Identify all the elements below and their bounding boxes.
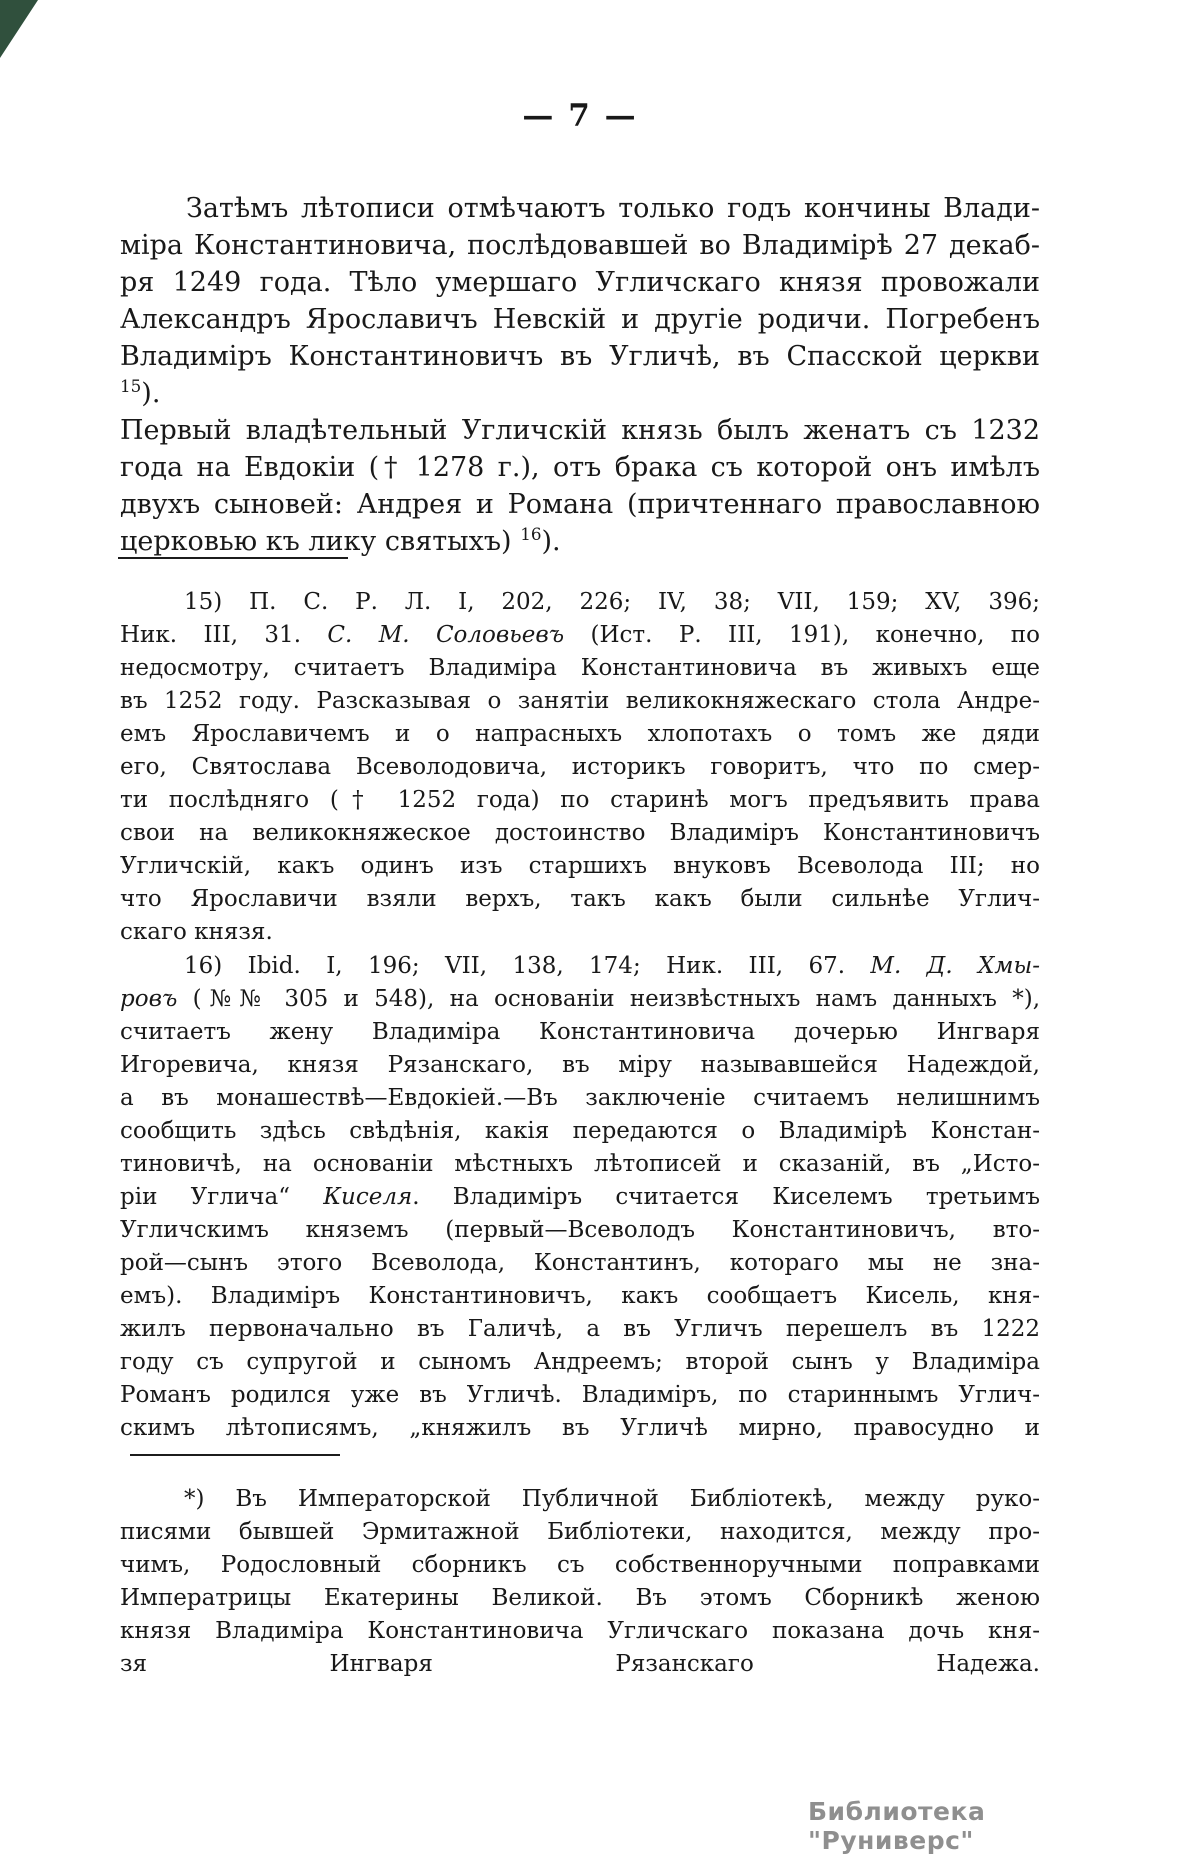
text-line: Угличскимъ княземъ (первый—Всеволодъ Константиновичъ, вто- [120,1217,1040,1243]
text-line: жилъ первоначально въ Галичѣ, а въ Угличъ перешелъ въ 1222 [120,1316,1040,1342]
text-segment: (Ист. Р. III, 191), конечно, по [564,622,1040,648]
italic-text: М. Д. Хмы- [870,953,1040,979]
text-segment: 16) Ibid. I, 196; VII, 138, 174; Ник. III, 67. [184,953,871,979]
text-line [120,338,1040,412]
text-line: Затѣмъ лѣтописи отмѣчаютъ только годъ кончины Влади- [186,193,1040,224]
text-line: недосмотру, считаетъ Владиміра Константиновича въ живыхъ еще [120,655,1040,681]
library-watermark: Библиотека "Руниверс" [808,1797,986,1855]
text-line: ря 1249 года. Тѣло умершаго Угличскаго князя провожали [120,267,1040,298]
footnote-separator [118,557,348,559]
text-segment: . Владиміръ считается Киселемъ третьимъ [412,1184,1041,1210]
text-line: а въ монашествѣ—Евдокіей.—Въ заключеніе считаемъ нелишнимъ [120,1085,1040,1111]
text-line: зя Ингваря Рязанскаго Надежа. [120,1651,1040,1677]
text-line: 15) П. С. Р. Л. I, 202, 226; IV, 38; VII, 159; XV, 396; [184,589,1040,615]
italic-text: ровъ [120,986,178,1012]
footnote-asterisk [120,1483,1040,1681]
text-line: скаго князя. [120,919,273,945]
footnote-marker: 15 [120,376,142,396]
text-line: князя Владиміра Константиновича Угличскаго показана дочь кня- [120,1618,1040,1644]
text-line: емъ Ярославичемъ и о напрасныхъ хлопотахъ о томъ же дяди [120,721,1040,747]
footnote-marker: 16 [520,524,542,544]
text-segment: ріи Углича“ [120,1184,324,1210]
text-line: ти послѣдняго († 1252 года) по старинѣ могъ предъявить права [120,787,1040,813]
text-line: Первый владѣтельный Угличскій князь былъ женатъ съ 1232 [120,415,1040,446]
text-line: емъ). Владиміръ Константиновичъ, какъ сообщаетъ Кисель, кня- [120,1283,1040,1309]
text-line: сообщить здѣсь свѣдѣнія, какія передаются о Владимірѣ Констан- [120,1118,1040,1144]
text-line: писями бывшей Эрмитажной Библіотеки, находится, между про- [120,1519,1040,1545]
text-line: свои на великокняжеское достоинство Владиміръ Константиновичъ [120,820,1040,846]
text-segment: Ник. III, 31. [120,622,328,648]
text-line: чимъ, Родословный сборникъ съ собственноручными поправками [120,1552,1040,1578]
footnote-16 [120,950,1040,1445]
text-segment: Владиміръ Константиновичъ въ Угличѣ, въ Спасской церкви [120,341,1040,372]
text-line: Игоревича, князя Рязанскаго, въ міру называвшейся Надеждой, [120,1052,1040,1078]
text-line: міра Константиновича, послѣдовавшей во Владимірѣ 27 декаб- [120,230,1040,261]
text-line [120,1181,1040,1214]
main-text-paragraph [120,190,1040,560]
text-line: Александръ Ярославичъ Невскій и другіе родичи. Погребенъ [120,304,1040,335]
text-line: года на Евдокіи († 1278 г.), отъ брака съ которой онъ имѣлъ [120,452,1040,483]
text-line [120,523,1040,560]
text-line: *) Въ Императорской Публичной Библіотекѣ, между руко- [184,1486,1040,1512]
text-line: считаетъ жену Владиміра Константиновича дочерью Ингваря [120,1019,1040,1045]
text-line: Романъ родился уже въ Угличѣ. Владиміръ, по стариннымъ Углич- [120,1382,1040,1408]
page-number: — 7 — [522,98,638,134]
text-segment: церковью къ лику святыхъ) [120,526,521,557]
text-segment: ). [541,526,561,557]
text-line [120,619,1040,652]
text-line: тиновичѣ, на основаніи мѣстныхъ лѣтописей и сказаній, въ „Исто- [120,1151,1040,1177]
text-line: скимъ лѣтописямъ, „княжилъ въ Угличѣ мирно, правосудно и [120,1415,1040,1441]
asterisk-footnote-separator [130,1454,340,1456]
footnote-15 [120,586,1040,949]
text-line: году съ супругой и сыномъ Андреемъ; второй сынъ у Владиміра [120,1349,1040,1375]
text-line: что Ярославичи взяли верхъ, такъ какъ были сильнѣе Углич- [120,886,1040,912]
text-line: Императрицы Екатерины Великой. Въ этомъ Сборникѣ женою [120,1585,1040,1611]
text-line [120,983,1040,1016]
text-line: въ 1252 году. Разсказывая о занятіи великокняжескаго стола Андре- [120,688,1040,714]
text-segment: (№№ 305 и 548), на основаніи неизвѣстныхъ намъ данныхъ *), [177,986,1040,1012]
italic-text: С. М. Соловьевъ [327,622,565,648]
text-line [120,950,1040,983]
text-line: двухъ сыновей: Андрея и Романа (причтеннаго православною [120,489,1040,520]
page-corner-mark [0,0,38,58]
text-line: его, Святослава Всеволодовича, историкъ говоритъ, что по смер- [120,754,1040,780]
italic-text: Киселя [323,1184,413,1210]
text-segment: ). [141,378,161,409]
text-line: рой—сынъ этого Всеволода, Константинъ, котораго мы не зна- [120,1250,1040,1276]
text-line: Угличскій, какъ одинъ изъ старшихъ внуковъ Всеволода III; но [120,853,1040,879]
